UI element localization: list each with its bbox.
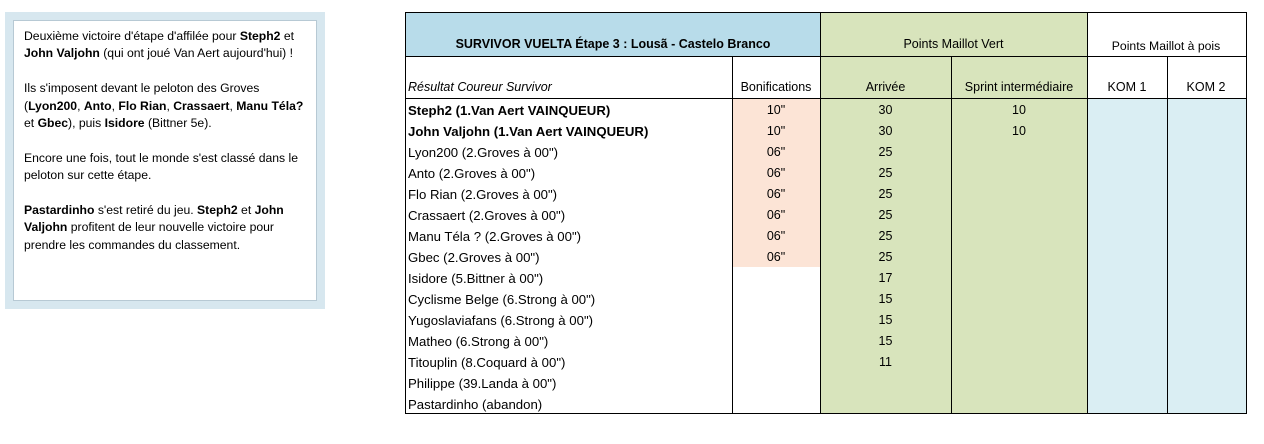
- comment-paragraph-3: Encore une fois, tout le monde s'est classé dans le peloton sur cette étape.: [24, 150, 298, 183]
- sprint-points-cell: [951, 226, 1087, 247]
- rider-result-cell: Gbec (2.Groves à 00"): [408, 250, 540, 265]
- rider-result-cell: Steph2 (1.Van Aert VAINQUEUR): [408, 103, 611, 118]
- comment-paragraph-1: Deuxième victoire d'étape d'affilée pour Steph2 et John Valjohn (qui ont joué Van Aert aujourd'hui) !: [24, 29, 295, 61]
- arrivee-points-cell: [820, 394, 951, 415]
- grid-line: [1087, 13, 1088, 413]
- bonification-cell: [732, 394, 820, 415]
- bonification-cell: 06": [766, 208, 786, 222]
- sprint-points-cell: [951, 289, 1087, 310]
- arrivee-points-cell: [820, 373, 951, 394]
- bonification-cell: 06": [766, 145, 786, 159]
- arrivee-points-cell: 30: [878, 103, 893, 117]
- bonification-cell: 06": [766, 187, 786, 201]
- sprint-points-cell: 10: [1012, 103, 1026, 117]
- rider-result-cell: Cyclisme Belge (6.Strong à 00"): [408, 292, 596, 307]
- grid-line: [406, 56, 1246, 57]
- rider-result-cell: Crassaert (2.Groves à 00"): [408, 208, 566, 223]
- results-table: [405, 12, 1247, 414]
- stage-title: SURVIVOR VUELTA Étape 3 : Lousã - Castelo Branco: [455, 37, 771, 51]
- sprint-points-cell: [951, 394, 1087, 415]
- sprint-column-header: Sprint intermédiaire: [964, 80, 1074, 94]
- sprint-points-cell: [951, 205, 1087, 226]
- bonification-cell: [732, 289, 820, 310]
- sprint-points-cell: [951, 352, 1087, 373]
- bonification-cell: 06": [766, 250, 786, 264]
- comment-paragraph-2: Ils s'imposent devant le peloton des Groves (Lyon200, Anto, Flo Rian, Crassaert, Manu Téla? et Gbec), puis Isidore (Bittner 5e).: [24, 81, 304, 131]
- green-jersey-header: Points Maillot Vert: [903, 37, 1004, 51]
- arrivee-points-cell: 30: [878, 124, 893, 138]
- arrivee-points-cell: 11: [879, 355, 892, 369]
- bonification-cell: 10": [766, 103, 786, 117]
- grid-line: [1167, 56, 1168, 413]
- rider-result-cell: Isidore (5.Bittner à 00"): [408, 271, 544, 286]
- rider-result-cell: Yugoslaviafans (6.Strong à 00"): [408, 313, 594, 328]
- rider-result-cell: Anto (2.Groves à 00"): [408, 166, 536, 181]
- kom2-column-header: KOM 2: [1186, 80, 1226, 94]
- comment-paragraph-4: Pastardinho s'est retiré du jeu. Steph2 et John Valjohn profitent de leur nouvelle victoire pour prendre les commandes du classement.: [24, 203, 284, 252]
- sprint-points-cell: [951, 310, 1087, 331]
- arrivee-points-cell: 25: [878, 145, 893, 159]
- arrivee-points-cell: 17: [878, 271, 893, 285]
- comment-box: [5, 12, 325, 309]
- sprint-points-cell: 10: [1012, 124, 1026, 138]
- kom1-column-header: KOM 1: [1107, 80, 1147, 94]
- sprint-points-cell: [951, 247, 1087, 268]
- sprint-points-cell: [951, 373, 1087, 394]
- sprint-points-cell: [951, 184, 1087, 205]
- arrivee-column-header: Arrivée: [865, 80, 906, 94]
- rider-result-cell: Matheo (6.Strong à 00"): [408, 334, 549, 349]
- arrivee-points-cell: 25: [878, 166, 893, 180]
- rider-result-cell: Philippe (39.Landa à 00"): [408, 376, 557, 391]
- rider-result-cell: Lyon200 (2.Groves à 00"): [408, 145, 559, 160]
- kom-kom2-band: [1168, 98, 1246, 413]
- arrivee-points-cell: 25: [878, 250, 893, 264]
- comment-text: [13, 20, 317, 301]
- bonification-cell: [732, 310, 820, 331]
- arrivee-points-cell: 15: [878, 313, 893, 327]
- bonification-cell: [732, 352, 820, 373]
- arrivee-points-cell: 15: [878, 292, 893, 306]
- rider-result-cell: Flo Rian (2.Groves à 00"): [408, 187, 558, 202]
- grid-line: [406, 98, 1246, 99]
- bonification-cell: 06": [766, 229, 786, 243]
- arrivee-points-cell: 25: [878, 229, 893, 243]
- bonifications-column-header: Bonifications: [740, 80, 812, 94]
- rider-result-cell: Titouplin (8.Coquard à 00"): [408, 355, 566, 370]
- arrivee-points-cell: 25: [878, 187, 893, 201]
- result-column-header: Résultat Coureur Survivor: [408, 80, 552, 94]
- bonification-cell: [732, 331, 820, 352]
- kom-kom1-band: [1087, 98, 1167, 413]
- bonification-cell: [732, 373, 820, 394]
- rider-result-cell: Manu Téla ? (2.Groves à 00"): [408, 229, 582, 244]
- rider-result-cell: Pastardinho (abandon): [408, 397, 543, 412]
- arrivee-points-cell: 25: [878, 208, 893, 222]
- sprint-points-cell: [951, 163, 1087, 184]
- kom-jersey-header: Points Maillot à pois: [1111, 39, 1221, 53]
- sprint-points-cell: [951, 331, 1087, 352]
- sprint-points-cell: [951, 268, 1087, 289]
- sprint-points-cell: [951, 142, 1087, 163]
- rider-result-cell: John Valjohn (1.Van Aert VAINQUEUR): [408, 124, 649, 139]
- arrivee-points-cell: 15: [878, 334, 893, 348]
- bonification-cell: 06": [766, 166, 786, 180]
- bonification-cell: 10": [766, 124, 786, 138]
- bonification-cell: [732, 268, 820, 289]
